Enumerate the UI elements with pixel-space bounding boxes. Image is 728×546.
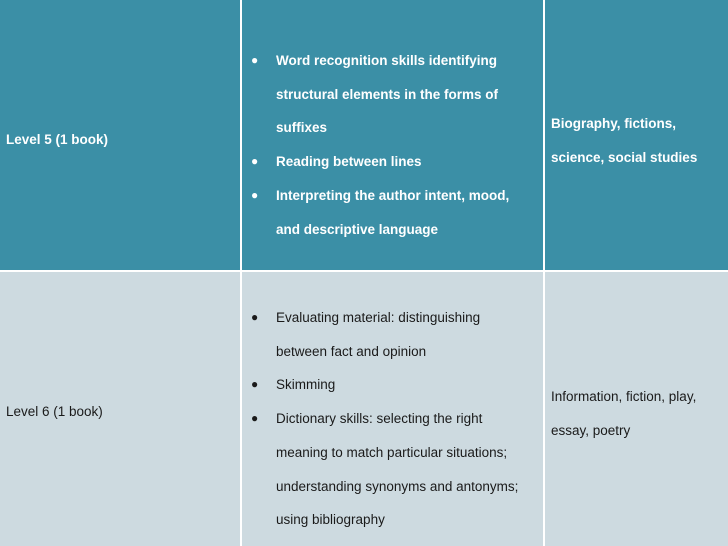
bullet-icon: ●	[251, 154, 259, 169]
skill-text: Interpreting the author intent, mood, and descriptive language	[276, 187, 510, 237]
skills-cell	[242, 0, 543, 270]
skill-text: Skimming	[276, 377, 336, 393]
skills-list	[242, 301, 543, 537]
list-item	[242, 145, 543, 179]
skill-text: Dictionary skills: selecting the right meaning to match particular situations; understanding synonyms and antonyms; using bibliography	[276, 411, 519, 528]
bullet-icon: ●	[251, 377, 259, 392]
table-row-level-5	[0, 0, 728, 270]
genres-cell	[545, 0, 728, 270]
column-divider	[240, 0, 242, 546]
bullet-icon: ●	[251, 53, 259, 67]
level-label: Level 6 (1 book)	[6, 404, 103, 419]
skills-cell	[242, 272, 543, 546]
level-cell	[0, 272, 240, 546]
skill-text: Reading between lines	[276, 154, 422, 170]
list-item	[242, 402, 543, 537]
level-label: Level 5 (1 book)	[6, 132, 109, 147]
bullet-icon: ●	[251, 187, 259, 202]
list-item	[242, 301, 543, 368]
skill-text: Word recognition skills identifying structural elements in the forms of suffixes	[276, 53, 499, 136]
level-cell	[0, 0, 240, 270]
list-item	[242, 44, 543, 145]
bullet-icon: ●	[251, 310, 259, 324]
genres-text: Biography, fictions, science, social studies	[551, 116, 698, 165]
list-item	[242, 179, 543, 246]
table-row-level-6	[0, 272, 728, 546]
list-item	[242, 368, 543, 402]
skills-list	[242, 44, 543, 246]
bullet-icon: ●	[251, 411, 259, 426]
genres-cell	[545, 272, 728, 546]
genres-text: Information, fiction, play, essay, poetry	[551, 389, 697, 438]
skill-text: Evaluating material: distinguishing between fact and opinion	[276, 310, 481, 359]
column-divider	[543, 0, 545, 546]
